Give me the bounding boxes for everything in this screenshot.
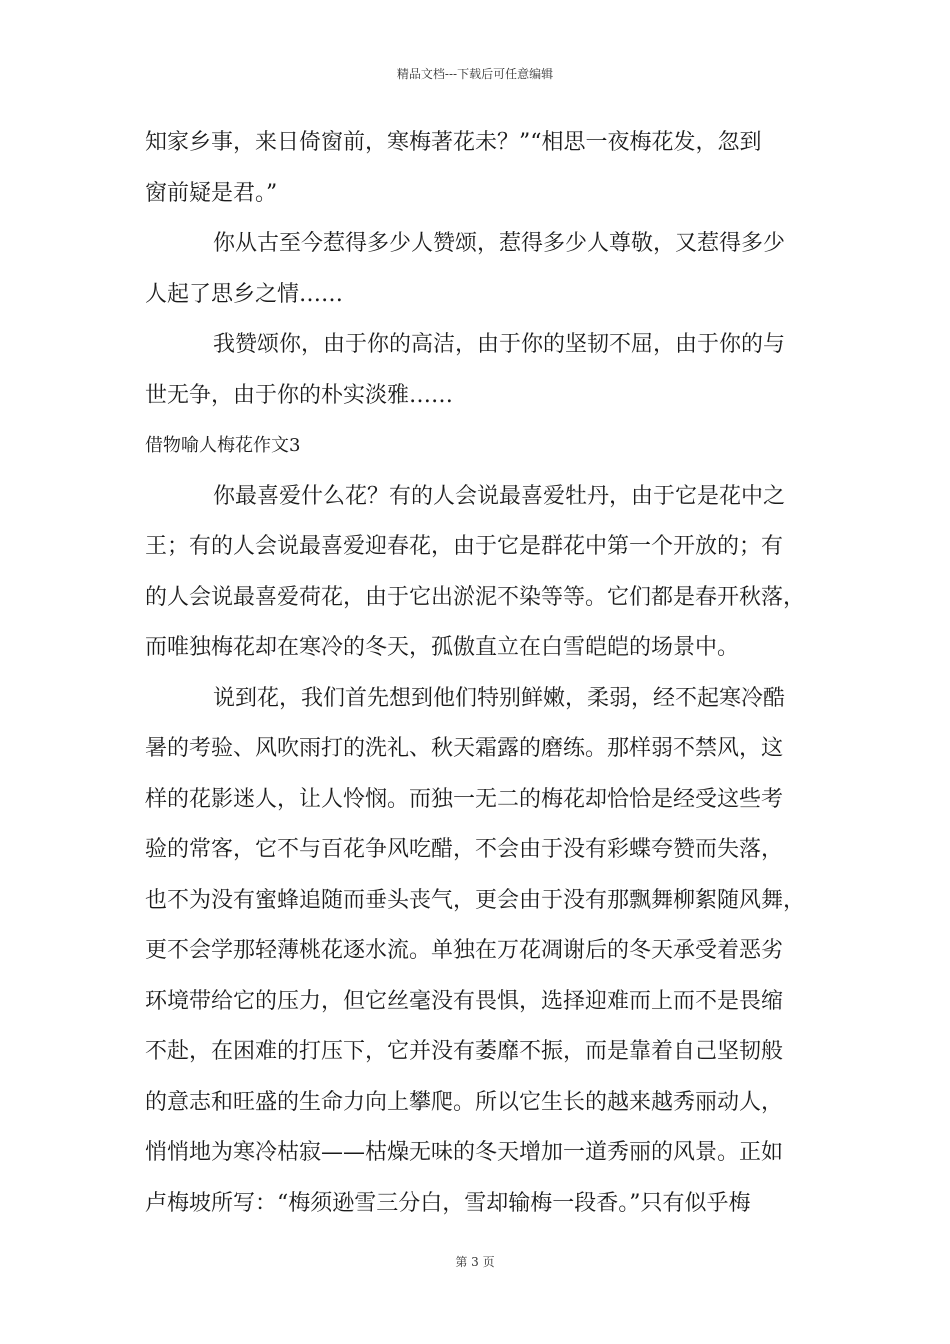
text-line: 更不会学那轻薄桃花逐水流。单独在万花凋谢后的冬天承受着恶劣 bbox=[145, 938, 784, 963]
text-line: 世无争，由于你的朴实淡雅…… bbox=[145, 382, 454, 408]
text-line: 窗前疑是君。” bbox=[145, 180, 278, 206]
page-footer: 第 3 页 bbox=[455, 1255, 495, 1269]
text-line: 知家乡事，来日倚窗前，寒梅著花未？”“相思一夜梅花发，忽到 bbox=[145, 130, 762, 155]
text-line: 悄悄地为寒冷枯寂——枯燥无味的冬天增加一道秀丽的风景。正如 bbox=[145, 1140, 784, 1165]
document-body bbox=[145, 130, 810, 1241]
text-line: 卢梅坡所写：“梅须逊雪三分白，雪却输梅一段香。”只有似乎梅 bbox=[145, 1190, 751, 1216]
text-line: 样的花影迷人，让人怜悯。而独一无二的梅花却恰恰是经受这些考 bbox=[145, 786, 784, 812]
page-header: 精品文档---下载后可任意编辑 bbox=[396, 67, 554, 81]
section-heading: 借物喻人梅花作文3 bbox=[145, 435, 301, 456]
text-line: 也不为没有蜜蜂追随而垂头丧气，更会由于没有那飘舞柳絮随风舞， bbox=[145, 887, 806, 913]
text-line: 暑的考验、风吹雨打的洗礼、秋天霜露的磨练。那样弱不禁风，这 bbox=[145, 736, 784, 761]
text-line: 你从古至今惹得多少人赞颂，惹得多少人尊敬，又惹得多少 bbox=[213, 231, 786, 256]
text-line: 验的常客，它不与百花争风吃醋，不会由于没有彩蝶夸赞而失落， bbox=[145, 837, 784, 862]
text-line: 不赴，在困难的打压下，它并没有萎靡不振，而是靠着自己坚韧般 bbox=[145, 1039, 784, 1064]
text-line: 人起了思乡之情…… bbox=[145, 281, 344, 307]
text-line: 说到花，我们首先想到他们特别鲜嫩，柔弱，经不起寒冷酷 bbox=[213, 685, 786, 711]
text-line: 的人会说最喜爱荷花，由于它出淤泥不染等等。它们都是春开秋落， bbox=[145, 584, 806, 610]
text-line: 的意志和旺盛的生命力向上攀爬。所以它生长的越来越秀丽动人， bbox=[145, 1089, 784, 1115]
text-line: 我赞颂你，由于你的高洁，由于你的坚韧不屈，由于你的与 bbox=[213, 332, 786, 357]
text-line: 而唯独梅花却在寒冷的冬天，孤傲直立在白雪皑皑的场景中。 bbox=[145, 635, 740, 660]
text-line: 环境带给它的压力，但它丝毫没有畏惧，选择迎难而上而不是畏缩 bbox=[145, 988, 784, 1014]
text-line: 王；有的人会说最喜爱迎春花，由于它是群花中第一个开放的；有 bbox=[145, 534, 784, 559]
text-line: 你最喜爱什么花？有的人会说最喜爱牡丹，由于它是花中之 bbox=[213, 483, 786, 509]
